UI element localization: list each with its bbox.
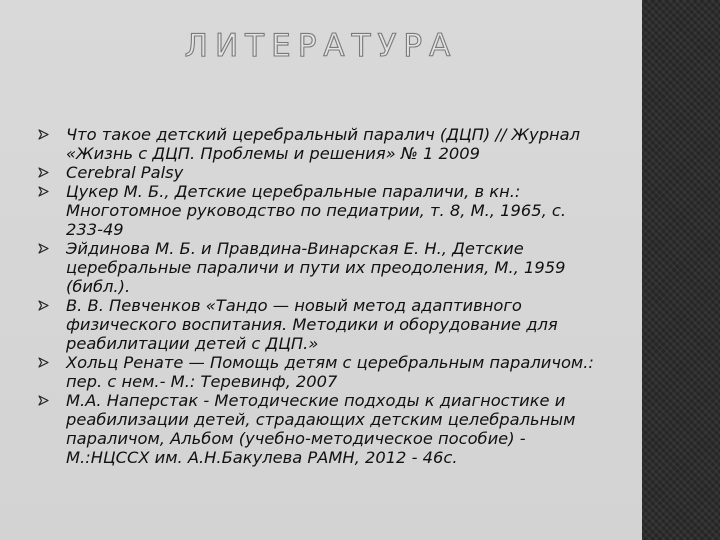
- arrowhead-bullet-icon: [38, 357, 49, 368]
- arrowhead-bullet-icon: [38, 186, 49, 197]
- slide-title: ЛИТЕРАТУРА: [184, 28, 458, 64]
- list-item: [38, 239, 608, 296]
- arrowhead-bullet-icon: [38, 395, 49, 406]
- arrowhead-bullet-icon: [38, 167, 49, 178]
- list-item: [38, 163, 608, 182]
- arrowhead-bullet-icon: [38, 129, 49, 140]
- list-item-text: Хольц Ренате — Помощь детям с церебральным параличом.: пер. с нем.- М.: Теревинф, 2007: [66, 353, 594, 391]
- list-item-text: В. В. Певченков «Тандо — новый метод адаптивного физического воспитания. Методики и оборудование для реабилитации детей с ДЦП.»: [66, 296, 558, 353]
- reference-list: [38, 125, 608, 467]
- list-item-text: Что такое детский церебральный паралич (ДЦП) // Журнал «Жизнь с ДЦП. Проблемы и решения» № 1 2009: [66, 125, 581, 163]
- arrowhead-bullet-icon: [38, 243, 49, 254]
- list-item-text: Эйдинова М. Б. и Правдина-Винарская Е. Н., Детские церебральные параличи и пути их преодоления, М., 1959 (библ.).: [66, 239, 566, 296]
- list-item: [38, 296, 608, 353]
- list-item: [38, 182, 608, 239]
- list-item: [38, 391, 608, 467]
- arrowhead-bullet-icon: [38, 300, 49, 311]
- list-item-text: Cerebral Palsy: [66, 163, 184, 182]
- decorative-side-panel: [642, 0, 720, 540]
- list-item: [38, 353, 608, 391]
- list-item-text: М.А. Наперстак - Методические подходы к диагностике и реабилизации детей, страдающих детским целебральным параличом, Альбом (учебно-методическое пособие) - М.:НЦССХ им. А.Н.Бакулева РАМН, 2012 - 46с.: [66, 391, 576, 467]
- list-item: [38, 125, 608, 163]
- list-item-text: Цукер М. Б., Детские церебральные параличи, в кн.: Многотомное руководство по педиатрии, т. 8, М., 1965, с. 233-49: [66, 182, 567, 239]
